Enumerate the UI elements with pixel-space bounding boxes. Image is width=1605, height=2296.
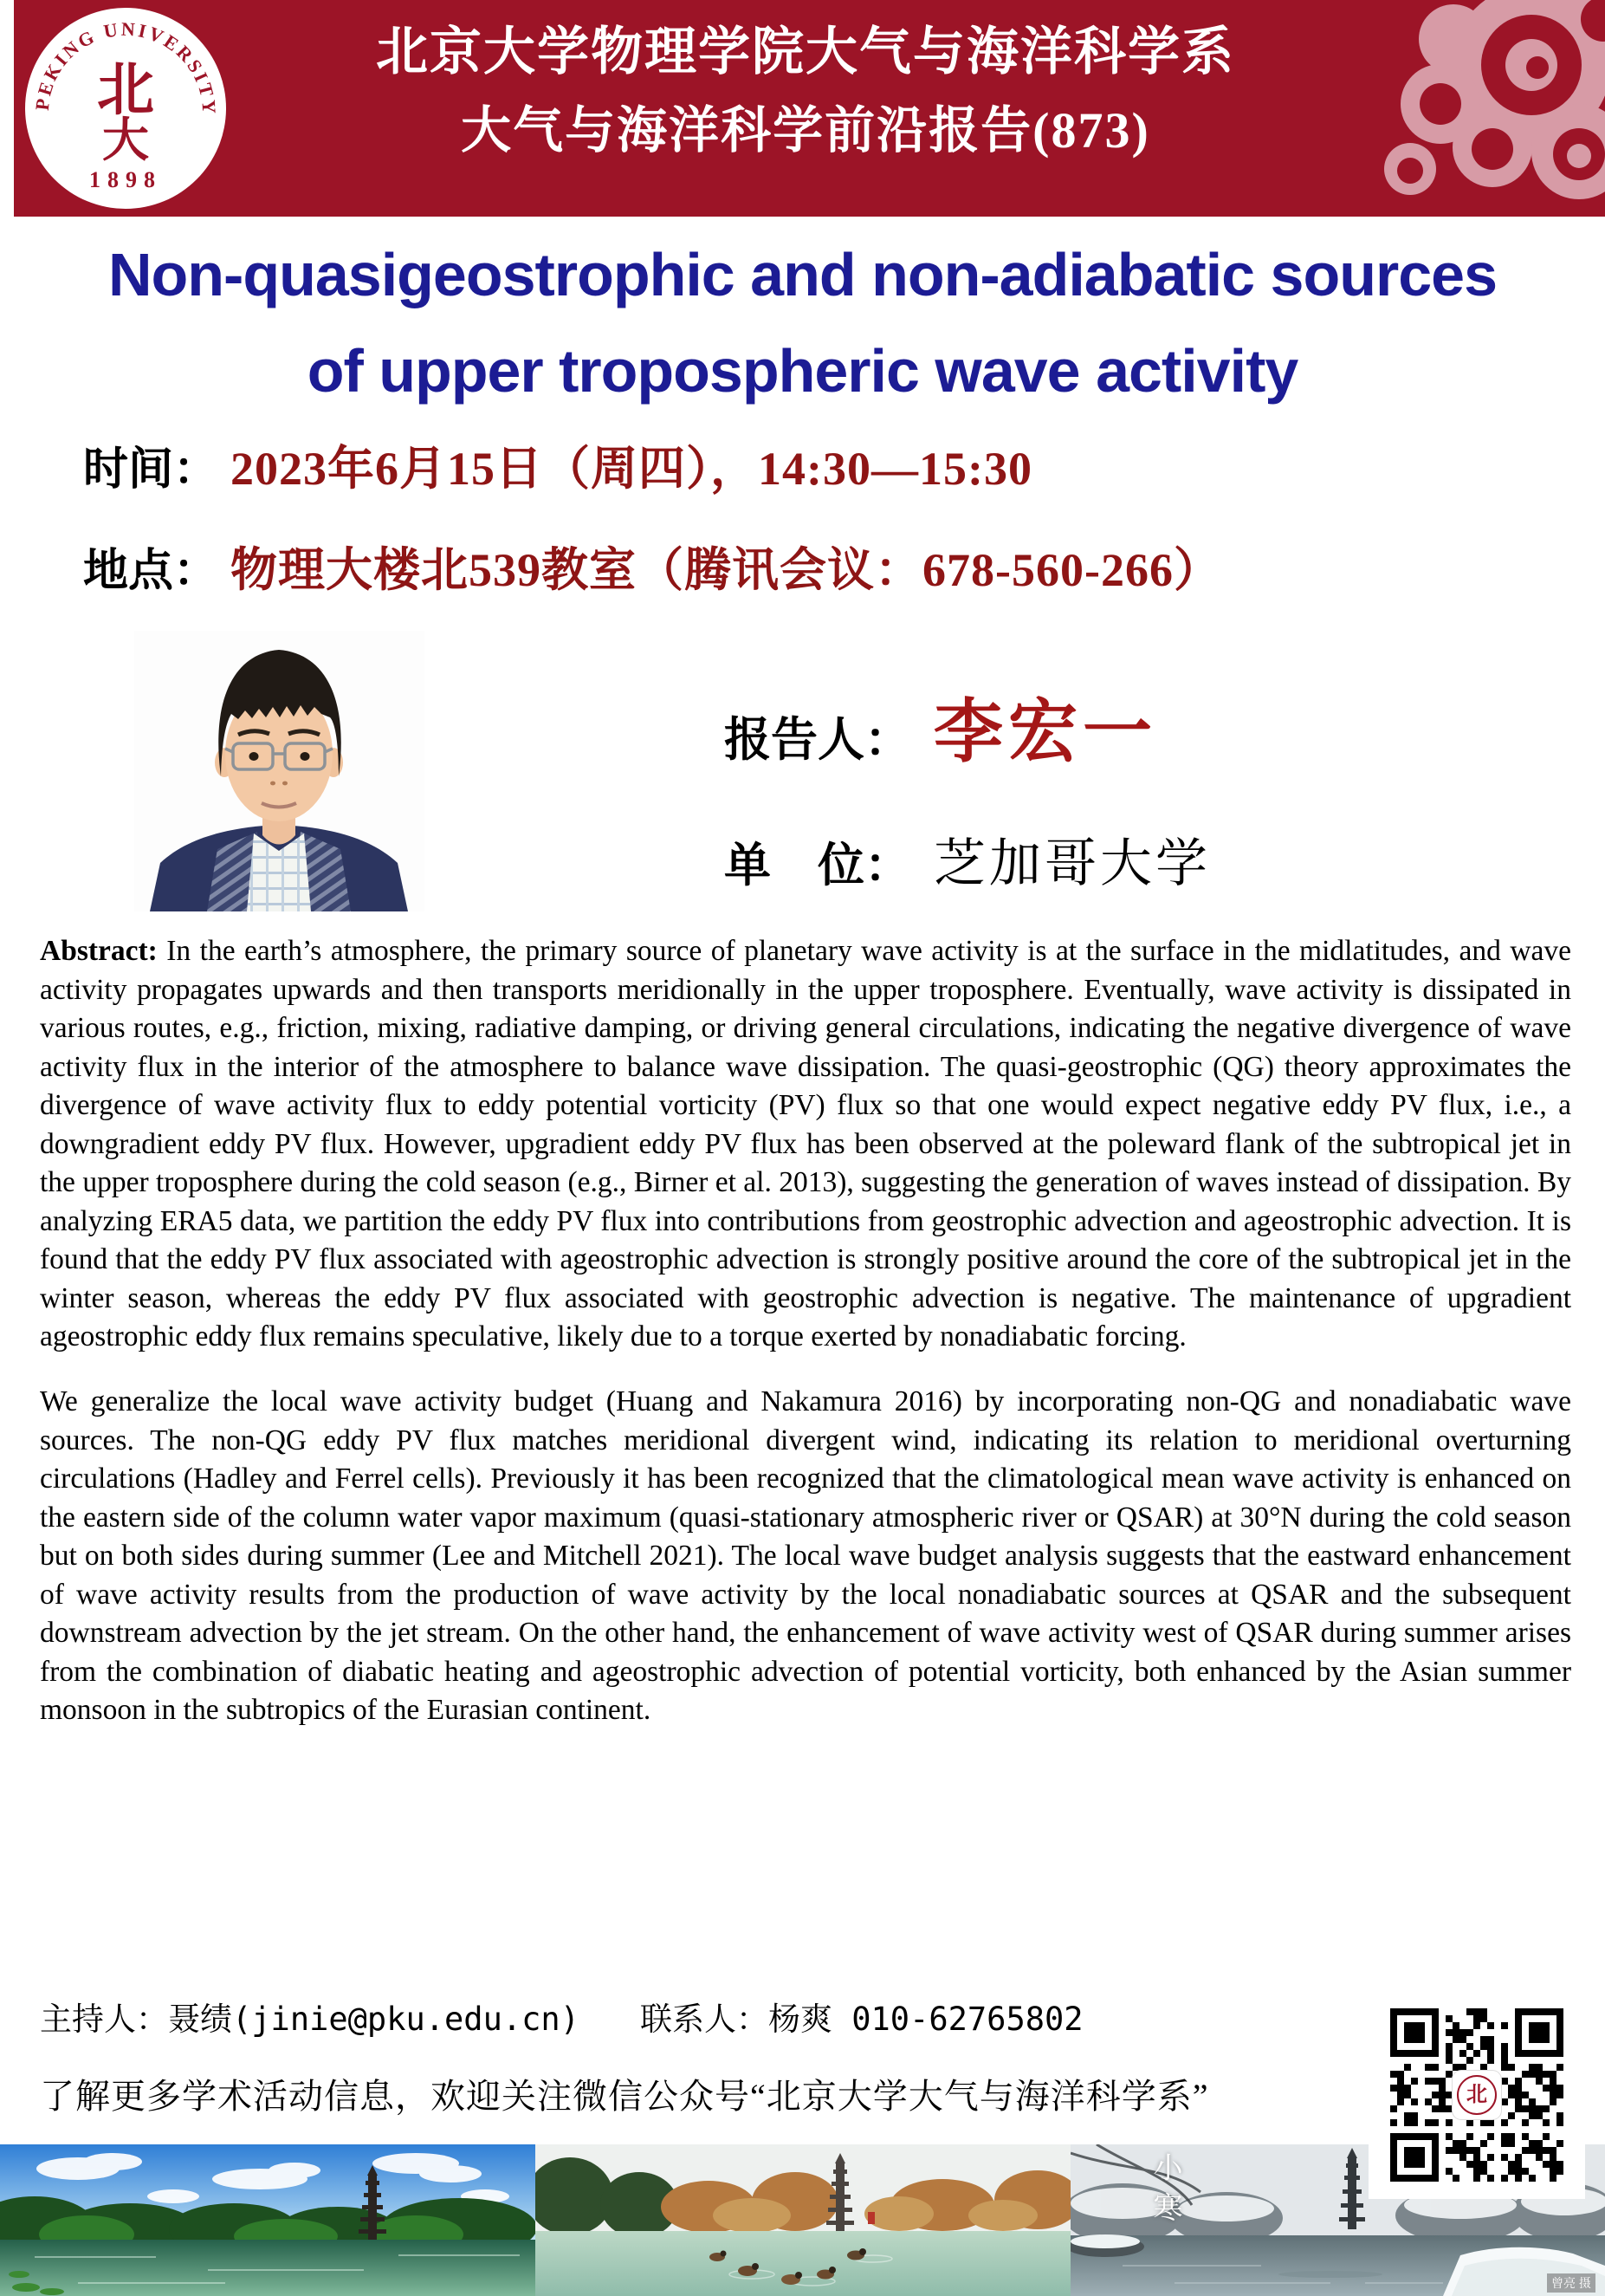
info-block [83,431,1221,634]
wechat-qr-code [1369,1991,1585,2199]
winter-solar-term-caption: 小寒 [1149,2152,1181,2232]
talk-title-line2: of upper tropospheric wave activity [307,336,1298,405]
place-value: 物理大楼北539教室（腾讯会议：678-560-266） [230,544,1221,596]
contact-label: 联系人： [639,2001,768,2038]
qr-seal-ring [1457,2075,1497,2115]
speaker-photo [134,631,424,911]
abstract-label: Abstract: [40,935,158,967]
host-label: 主持人： [40,2001,168,2038]
footer [40,1993,1356,2118]
abstract [40,932,1571,1730]
qr-seal-char: 北 [1466,2084,1487,2106]
host-email: (jinie@pku.edu.cn) [232,2001,579,2038]
pku-emblem-bottom: 大 [102,114,149,166]
wechat-line: 了解更多学术活动信息，欢迎关注微信公众号“北京大学大气与海洋科学系” [40,2077,1209,2116]
pku-emblem-top: 北 [97,59,154,122]
photo-credit: 曾亮 摄 [1547,2273,1595,2293]
season-photo-autumn [535,2144,1071,2296]
logo-year: 1898 [89,167,162,192]
pku-logo [24,7,227,210]
time-label: 时间： [83,444,219,495]
host-name: 聂绩 [168,2001,232,2038]
affiliation-row [724,822,1556,897]
affiliation-value: 芝加哥大学 [934,835,1211,892]
contact-phone: 010-62765802 [851,2001,1084,2038]
speaker-info [724,676,1556,897]
department-title: 北京大学物理学院大气与海洋科学系 [376,23,1235,81]
banner-text [338,12,1273,168]
speaker-row [724,676,1556,775]
season-photo-summer [0,2144,535,2296]
contact-name: 杨爽 [767,2001,832,2038]
qr-center-logo [1453,2071,1501,2119]
time-value: 2023年6月15日（周四），14:30—15:30 [230,443,1032,495]
seminar-series-title: 大气与海洋科学前沿报告(873) [461,102,1150,159]
seasonal-photo-strip [0,2144,1605,2296]
logo-ring-text: PEKING UNIVERSITY [30,17,221,117]
abstract-p1-text: In the earth’s atmosphere, the primary source of planetary wave activity is at the surface in the midlatitudes, and wave activity propagates upwards and then transports meridionally in the upper troposphere. Eventually, wave activity is dissipated in various routes, e.g., friction, mixing, radiative damping, or driving general circulations, indicating the negative divergence of wave activity flux in the interior of the atmosphere to balance wave dissipation. The quasi-geostrophic (QG) theory approximates the divergence of wave activity flux to eddy potential vorticity (PV) flux so that one would expect negative eddy PV flux, i.e., a downgradient eddy PV flux. However, upgradient eddy PV flux has been observed at the poleward flank of the subtropical jet in the upper troposphere during the cold season (e.g., Birner et al. 2013), suggesting the generation of waves instead of dissipation. By analyzing ERA5 data, we partition the eddy PV flux into contributions from geostrophic advection and ageostrophic advection. It is found that the eddy PV flux associated with ageostrophic advection is strongly positive around the core of the subtropical jet in the winter season, whereas the eddy PV flux associated with geostrophic advection is negative. The maintenance of upgradient ageostrophic eddy flux remains speculative, likely due to a torque exerted by nonadiabatic forcing. [40,935,1571,1353]
abstract-paragraph-1 [40,932,1571,1357]
talk-title [0,227,1605,418]
speaker-label: 报告人： [724,714,911,766]
time-row [83,431,1221,498]
abstract-paragraph-2: We generalize the local wave activity budget (Huang and Nakamura 2016) by incorporating non-QG and nonadiabatic wave sources. The non-QG eddy PV flux matches meridional divergent wind, indicating its relation to meridional overturning circulations (Hadley and Ferrel cells). Previously it has been recognized that the climatological mean wave activity is enhanced on the eastern side of the column water vapor maximum (quasi-stationary atmospheric river or QSAR) at 30°N during the cold season but on both sides during summer (Lee and Mitchell 2021). The local wave budget analysis suggests that the eastward enhancement of wave activity results from the production of wave activity by the local nonadiabatic sources at QSAR and the subsequent downstream advection by the jet stream. On the other hand, the enhancement of wave activity west of QSAR during summer arises from the combination of diabatic heating and ageostrophic advection of potential vorticity, both enhanced by the Asian summer monsoon in the subtropics of the Eurasian continent. [40,1385,1571,1727]
speaker-name: 李宏一 [934,693,1157,770]
place-label: 地点： [83,546,219,596]
place-row [83,533,1221,600]
affiliation-label: 单 位： [724,840,911,892]
talk-title-line1: Non-quasigeostrophic and non-adiabatic sources [107,241,1498,308]
cloud-decoration [1233,0,1605,217]
contact-line [40,1993,1356,2040]
